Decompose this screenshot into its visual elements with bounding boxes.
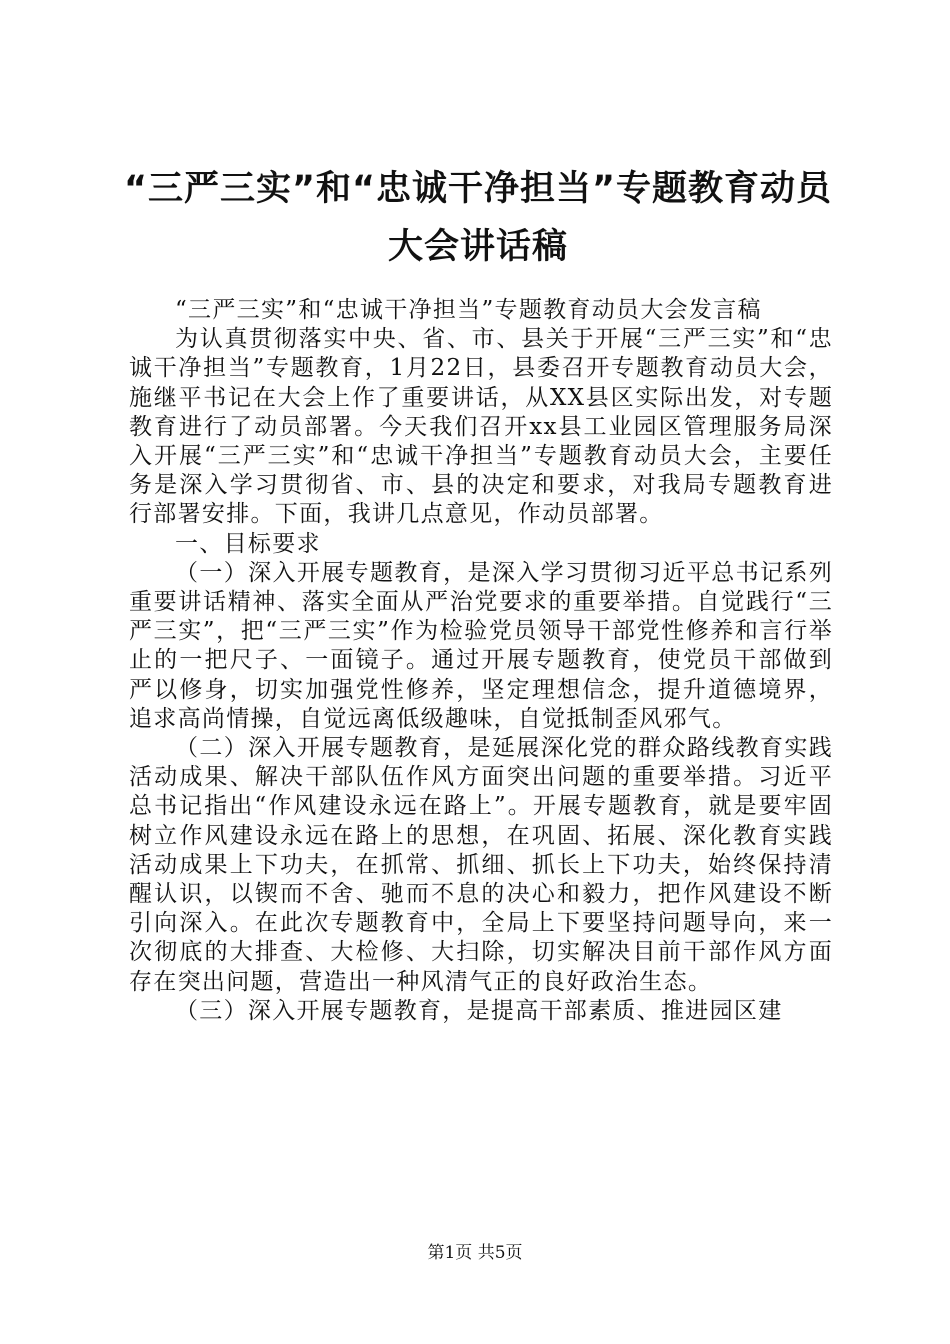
page-footer: 第1页 共5页 (427, 1243, 523, 1263)
section-heading: 一、目标要求 (175, 530, 321, 557)
subtitle-paragraph: “三严三实”和“忠诚干净担当”专题教育动员大会发言稿 (175, 297, 762, 323)
body-paragraph-2: （二）深入开展专题教育，是延展深化党的群众路线教育实践活动成果、解决干部队伍作风方面突出问题的重要举措。习近平总书记指出“作风建设永远在路上”。开展专题教育，就是要牢固树立作风建设永远在路上的思想，在巩固、拓展、深化教育实践活动成果上下功夫，在抓常、抓细、抓长上下功夫，始终保持清醒认识，以锲而不舍、驰而不息的决心和毅力，把作风建设不断引向深入。在此次专题教育中，全局上下要坚持问题导向，来一次彻底的大排查、大检修、大扫除，切实解决目前干部作风方面存在突出问题，营造出一种风清气正的良好政治生态。 (129, 735, 833, 995)
document-title: “三严三实”和“忠诚干净担当”专题教育动员大会讲话稿 (123, 169, 832, 267)
document-body (129, 296, 833, 1026)
intro-paragraph: 为认真贯彻落实中央、省、市、县关于开展“三严三实”和“忠诚干净担当”专题教育，1月22日，县委召开专题教育动员大会，施继平书记在大会上作了重要讲话，从XX县区实际出发，对专题教育进行了动员部署。今天我们召开xx县工业园区管理服务局深入开展“三严三实”和“忠诚干净担当”专题教育动员大会，主要任务是深入学习贯彻省、市、县的决定和要求，对我局专题教育进行部署安排。下面，我讲几点意见，作动员部署。 (129, 326, 833, 528)
body-paragraph-1: （一）深入开展专题教育，是深入学习贯彻习近平总书记系列重要讲话精神、落实全面从严治党要求的重要举措。自觉践行“三严三实”，把“三严三实”作为检验党员领导干部党性修养和言行举止的一把尺子、一面镜子。通过开展专题教育，使党员干部做到严以修身，切实加强党性修养，坚定理想信念，提升道德境界，追求高尚情操，自觉远离低级趣味，自觉抵制歪风邪气。 (129, 559, 833, 732)
body-paragraph-3: （三）深入开展专题教育，是提高干部素质、推进园区建 (175, 997, 783, 1024)
